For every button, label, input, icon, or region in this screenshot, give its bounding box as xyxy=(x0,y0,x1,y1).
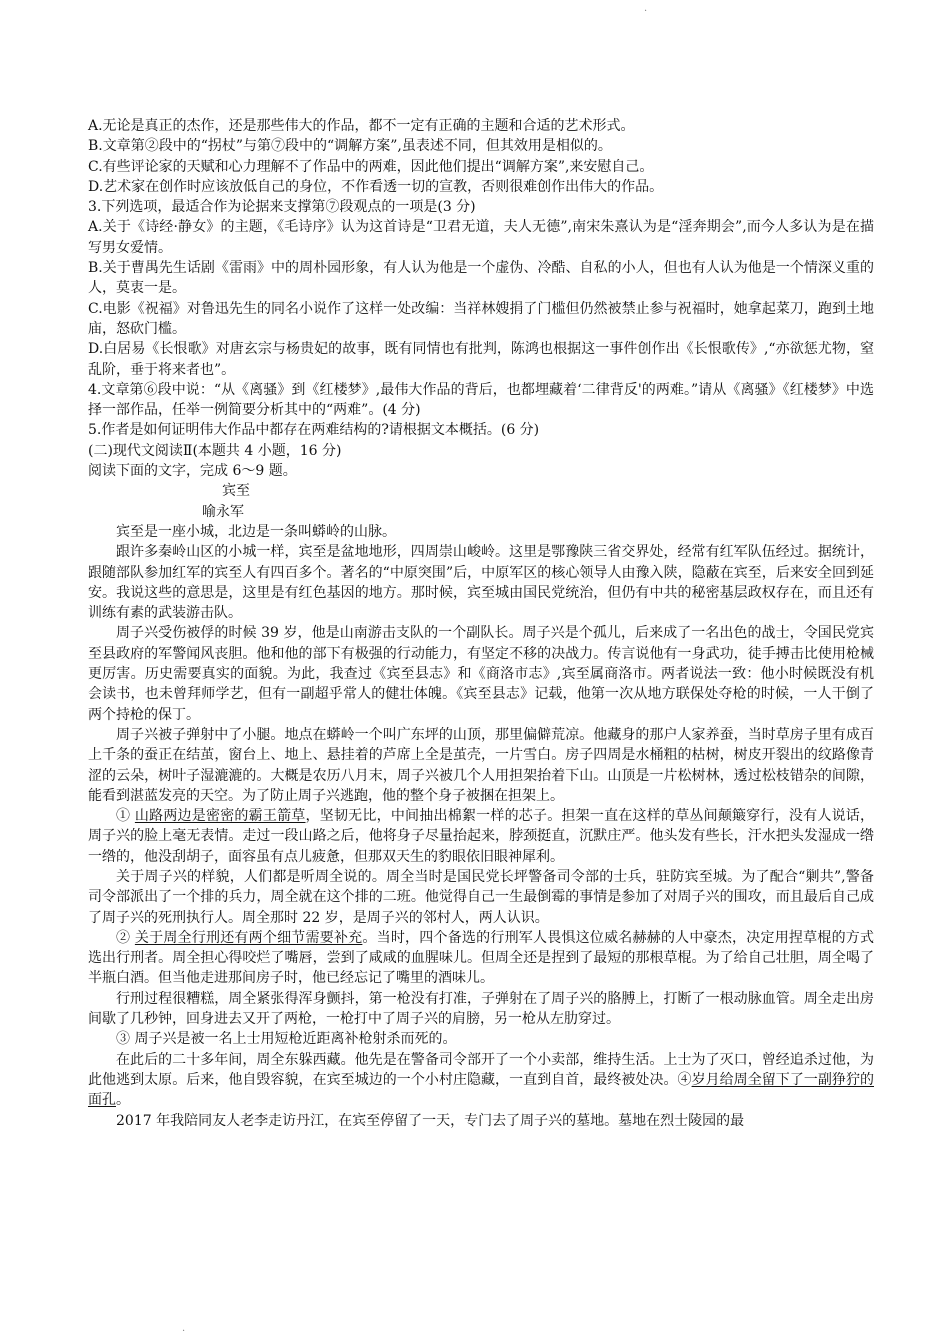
article-author: 喻永军 xyxy=(202,503,244,520)
q2-option-d: D.艺术家在创作时应该放低自己的身位，不作看透一切的宣教，否则很难创作出伟大的作品。 xyxy=(88,178,664,195)
q4-text: 4.文章第⑥段中说：“从《离骚》到《红楼梦》,最伟大作品的背后，也都埋藏着‘二律背反'的两难。”请从《离骚》《红楼梦》中选择一部作品，任举一例简要分析其中的“两难”。(4 分) xyxy=(88,381,874,419)
section-heading: (二)现代文阅读Ⅱ(本题共 4 小题，16 分) xyxy=(88,442,342,459)
q3-option-c: C.电影《祝福》对鲁迅先生的同名小说作了这样一处改编：当祥林嫂捐了门槛但仍然被禁止参与祝福时，她拿起菜刀，跑到土地庙，怒砍门槛。 xyxy=(88,300,874,337)
bottom-mark: · xyxy=(182,1326,186,1337)
q2-option-b: B.文章第②段中的“拐杖”与第⑦段中的“调解方案”,虽表述不同，但其效用是相似的。 xyxy=(88,138,612,155)
paragraph-10-text: 在此后的二十多年间，周全东躲西藏。他先是在警备司令部开了一个小卖部，维持生活。上士为了灭口，曾经追杀过他，为此他逃到太原。后来，他自毁容貌，在宾至城边的一个小村庄隐藏，一直到自首，最终被处决。④ xyxy=(88,1051,874,1088)
marker-2: ② xyxy=(116,929,131,946)
paragraph-5 xyxy=(88,806,874,867)
marker-1: ① xyxy=(116,808,131,825)
paragraph-1: 宾至是一座小城，北边是一条叫蟒岭的山脉。 xyxy=(116,523,396,540)
top-mark: · xyxy=(644,6,648,17)
underlined-sentence-2: 关于周全行刑还有两个细节需要补充 xyxy=(134,929,363,946)
paragraph-4: 周子兴被子弹射中了小腿。地点在蟒岭一个叫广东坪的山顶，那里偏僻荒凉。他藏身的那户人家养蚕，当时草房子里有成百上千条的蚕正在结茧，窗台上、地上、悬挂着的芦席上全是茧壳，一片雪白。房子四周是水桶粗的枯树，树皮开裂出的纹路像青涩的云朵，树叶子湿漉漉的。大概是农历八月末，周子兴被几个人用担架抬着下山。山顶是一片松树林，透过松枝错杂的间隙，能看到湛蓝发亮的天空。为了防止周子兴逃跑，他的整个身子被捆在担架上。 xyxy=(88,726,874,804)
paragraph-3: 周子兴受伤被俘的时候 39 岁，他是山南游击支队的一个副队长。周子兴是个孤儿，后来成了一名出色的战士，令国民党宾至县政府的军警闻风丧胆。他和他的部下有极强的行动能力，有坚定不移的决战力。传言说他有一身武功，徒手搏击比使用枪械更厉害。历史需要真实的面貌。为此，我查过《宾至县志》和《商洛市志》,宾至属商洛市。两者说法一致：他小时候既没有机会读书，也未曾拜师学艺，但有一副超乎常人的健壮体魄。《宾至县志》记载，他第一次从地方联保处夺枪的时候，一人干倒了两个持枪的保丁。 xyxy=(88,625,874,723)
paragraph-11: 2017 年我陪同友人老李走访丹江，在宾至停留了一天，专门去了周子兴的墓地。墓地在烈士陵园的最 xyxy=(116,1112,745,1129)
paragraph-9: ③ 周子兴是被一名上士用短枪近距离补枪射杀而死的。 xyxy=(116,1031,457,1048)
paragraph-8: 行刑过程很糟糕，周全紧张得浑身颤抖，第一枪没有打准，子弹射在了周子兴的胳膊上，打断了一根动脉血管。周全走出房间歇了几秒钟，回身进去又开了两枪，一枪打中了周子兴的肩膀，另一枪从左肋穿过。 xyxy=(88,990,874,1028)
q2-option-a: A.无论是真正的杰作，还是那些伟大的作品，都不一定有正确的主题和合适的艺术形式。 xyxy=(88,118,635,134)
article-title: 宾至 xyxy=(222,483,250,500)
paragraph-10 xyxy=(88,1050,874,1111)
paragraph-7 xyxy=(88,928,874,989)
q2-option-c: C.有些评论家的天赋和心力理解不了作品中的两难，因此他们提出“调解方案”,来安慰自己。 xyxy=(88,158,654,175)
paragraph-2: 跟许多秦岭山区的小城一样，宾至是盆地地形，四周崇山峻岭。这里是鄂豫陕三省交界处，经常有红军队伍经过。据统计，跟随部队参加红军的宾至人有四百多个。著名的“中原突围”后，中原军区的核心领导人由豫入陕，隐蔽在宾至，后来安全回到延安。我说这些的意思是，这里是有红色基因的地方。那时候，宾至城由国民党统治，但仍有中共的秘密基层政权存在，而且还有训练有素的武装游击队。 xyxy=(88,544,874,622)
q3-option-a: A.关于《诗经·静女》的主题，《毛诗序》认为这首诗是“卫君无道，夫人无德”,南宋朱熹认为是“淫奔期会”,而今人多认为是在描写男女爱情。 xyxy=(88,219,874,256)
q3-option-d: D.白居易《长恨歌》对唐玄宗与杨贵妃的故事，既有同情也有批判，陈鸿也根据这一事件创作出《长恨歌传》,“亦欲惩尤物，窒乱阶，垂于将来者也”。 xyxy=(88,341,874,378)
paragraph-6: 关于周子兴的样貌，人们都是听周全说的。周全当时是国民党长坪警备司令部的士兵，驻防宾至城。为了配合“剿共”,警备司令部派出了一个排的兵力，周全就在这个排的二班。他觉得自己一生最倒霉的事情是参加了对周子兴的围攻，而且最后自己成了周子兴的死刑执行人。周全那时 22 岁，是周子兴的邻村人，两人认识。 xyxy=(88,868,874,926)
q5-text: 5.作者是如何证明伟大作品中都存在两难结构的?请根据文本概括。(6 分) xyxy=(88,422,540,439)
q3-stem: 3.下列选项，最适合作为论据来支撑第⑦段观点的一项是(3 分) xyxy=(88,199,476,216)
document-page xyxy=(88,116,874,1131)
q3-option-b: B.关于曹禺先生话剧《雷雨》中的周朴园形象，有人认为他是一个虚伪、冷酷、自私的小人，但也有人认为他是一个情深义重的人，莫衷一是。 xyxy=(88,260,874,297)
underlined-sentence-4: 岁月给周全留下了一副狰狞的面孔 xyxy=(88,1071,874,1109)
paragraph-5-rest: ，坚韧无比，中间抽出棉絮一样的芯子。担架一直在这样的草丛间颠簸穿行，没有人说话，周子兴的脸上毫无表情。走过一段山路之后，他将身子尽量抬起来，脖颈挺直，沉默庄严。他头发有些长，汗水把头发湿成一绺一绺的，他没刮胡子，面容虽有点儿疲惫，但那双天生的豹眼依旧眼神犀利。 xyxy=(88,808,875,865)
paragraph-10-end: 。 xyxy=(116,1092,130,1109)
paragraph-7-rest: 。当时，四个备选的行刑军人畏惧这位威名赫赫的人中豪杰，决定用捏草棍的方式选出行刑者。周全担心得咬烂了嘴唇，尝到了咸咸的血腥味儿。但周全还是捏到了最短的那根草棍。为了给自己壮胆，周全喝了半瓶白酒。但当他走进那间房子时，他已经忘记了嘴里的酒味儿。 xyxy=(88,929,875,987)
section-instruction: 阅读下面的文字，完成 6～9 题。 xyxy=(88,463,297,480)
underlined-sentence-1: 山路两边是密密的霸王箭草 xyxy=(134,808,306,825)
